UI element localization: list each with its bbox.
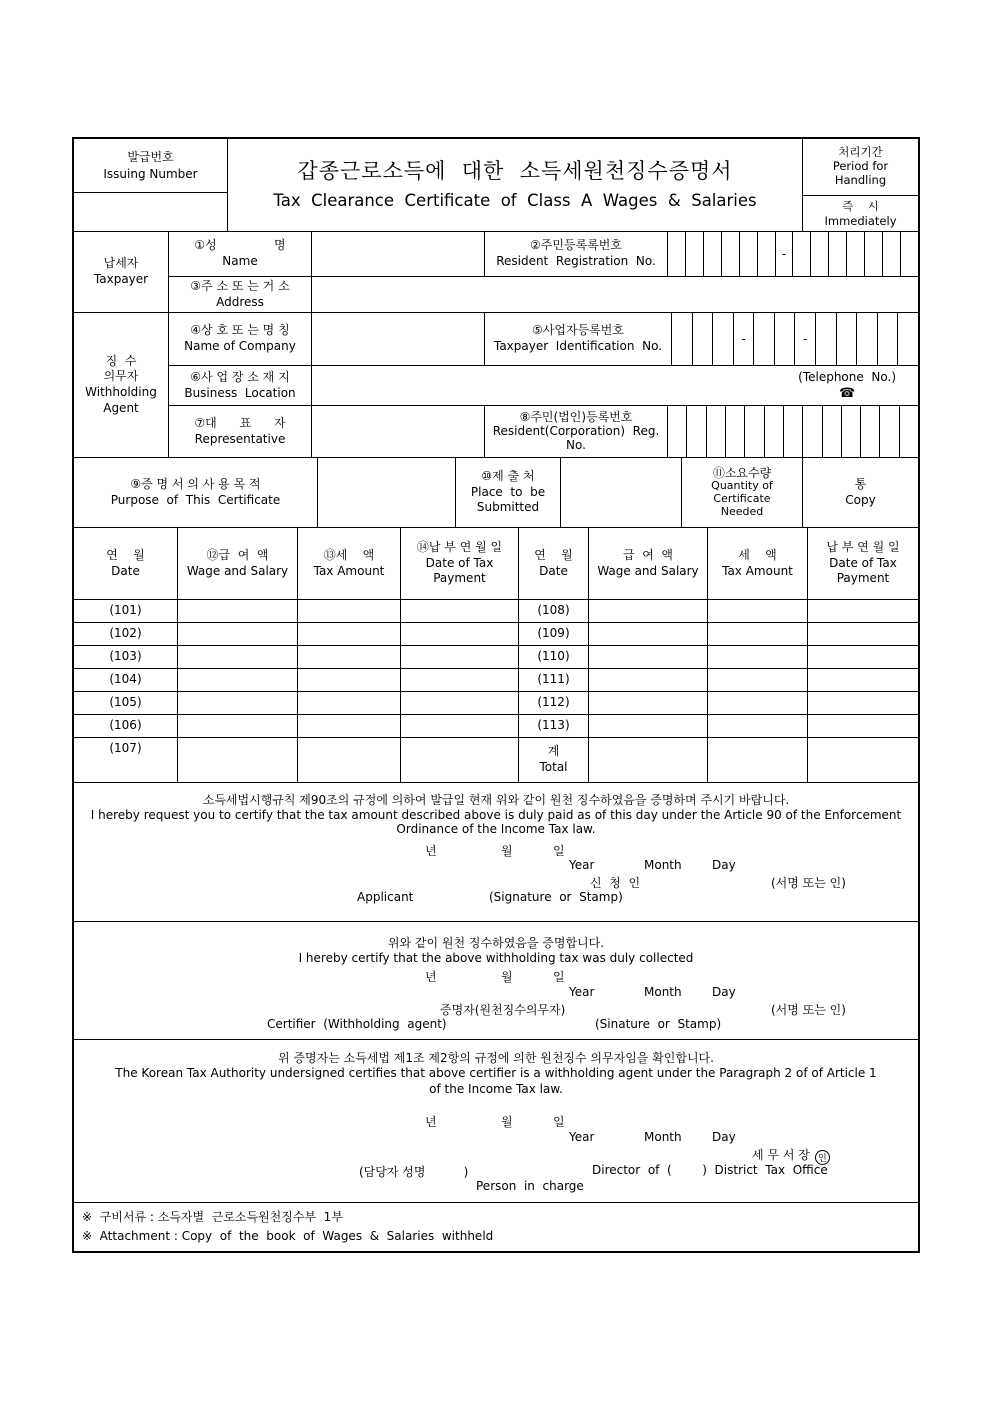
representative-label: ⑦대 표 자 Representative xyxy=(194,416,286,446)
digit-box[interactable] xyxy=(672,313,692,365)
digit-box[interactable] xyxy=(764,406,783,458)
certifier-label-ko: 증명자(원천징수의무자) xyxy=(440,1003,566,1017)
tax-cell[interactable] xyxy=(707,715,807,737)
tax-cell[interactable] xyxy=(297,692,400,714)
wage-cell[interactable] xyxy=(588,669,707,691)
tax-clearance-form xyxy=(72,137,920,1253)
month-label-ko: 월 xyxy=(501,970,513,984)
taxpayer-group-label xyxy=(74,232,168,312)
digit-box[interactable] xyxy=(686,406,705,458)
digit-box[interactable] xyxy=(757,232,775,276)
tax-cell[interactable] xyxy=(297,646,400,668)
tax-cell[interactable] xyxy=(297,738,400,782)
digit-box[interactable] xyxy=(712,313,733,365)
telephone-label: (Telephone No.) xyxy=(798,370,896,384)
name-field[interactable] xyxy=(311,232,484,276)
digit-box[interactable] xyxy=(744,406,763,458)
taxpayer-name-row xyxy=(169,232,918,277)
digit-box[interactable] xyxy=(725,406,744,458)
issuing-number-cell xyxy=(74,139,227,231)
table-row xyxy=(74,623,918,646)
wage-cell[interactable] xyxy=(177,646,297,668)
person-in-charge-ko: (담당자 성명 ) xyxy=(359,1165,469,1179)
payment-date-cell[interactable] xyxy=(807,623,918,645)
attachment-note xyxy=(74,1203,918,1251)
payment-date-cell[interactable] xyxy=(400,669,518,691)
period-label-en2: Handling xyxy=(834,172,887,187)
digit-box[interactable] xyxy=(668,232,685,276)
purpose-label: ⑨증 명 서 의 사 용 목 적 Purpose of This Certificate xyxy=(110,476,281,507)
taxpayer-label-en: Taxpayer xyxy=(93,272,149,286)
year-label-en: Year xyxy=(569,985,595,999)
form-title-korean: 갑종근로소득에 대한 소득세원천징수증명서 xyxy=(297,159,733,184)
signature-or-stamp-en: (Signature or Stamp) xyxy=(489,890,623,904)
tax-col-header-right: 세 액 Tax Amount xyxy=(707,528,807,599)
name-label: ①성 명 Name xyxy=(194,238,286,268)
payment-date-cell[interactable] xyxy=(807,600,918,622)
month-label-ko: 월 xyxy=(501,1115,513,1129)
wage-cell[interactable] xyxy=(588,715,707,737)
digit-box[interactable] xyxy=(802,406,821,458)
table-row xyxy=(74,600,918,623)
copy-count-cell[interactable]: 통 Copy xyxy=(802,458,918,527)
authority-statement-en2: of the Income Tax law. xyxy=(429,1082,563,1096)
date-cell-left: (106) xyxy=(109,718,142,733)
certifier-label-en: Certifier (Withholding agent) xyxy=(267,1017,447,1031)
day-label-en: Day xyxy=(712,1130,736,1144)
wage-col-header-right: 급 여 액 Wage and Salary xyxy=(588,528,707,599)
digit-box[interactable] xyxy=(668,406,686,458)
digit-box[interactable]: - xyxy=(794,313,815,365)
request-statement-ko: 소득세법시행규칙 제90조의 규정에 의하여 발급일 현재 위와 같이 원천 징수하였음을 증명하며 주시기 바랍니다. xyxy=(202,793,790,807)
corporate-regno-label: ⑧주민(법인)등록번호 Resident(Corporation) Reg. No. xyxy=(484,406,667,458)
wage-cell[interactable] xyxy=(177,623,297,645)
representative-field[interactable] xyxy=(311,406,484,458)
total-wage-cell[interactable] xyxy=(588,738,707,782)
place-submitted-field[interactable] xyxy=(560,458,681,527)
withholding-agent-block xyxy=(74,313,918,458)
signature-or-stamp-ko: (서명 또는 인) xyxy=(771,876,846,890)
year-label-en: Year xyxy=(569,858,595,872)
purpose-row xyxy=(74,458,918,528)
wage-cell[interactable] xyxy=(177,669,297,691)
month-label-en: Month xyxy=(644,1130,682,1144)
handling-period-cell xyxy=(802,139,918,231)
payment-date-cell[interactable] xyxy=(807,692,918,714)
payment-date-cell[interactable] xyxy=(807,669,918,691)
date-cell-left: (101) xyxy=(109,603,142,618)
resident-regno-label: ②주민등록록번호 Resident Registration No. xyxy=(484,232,667,276)
tax-cell[interactable] xyxy=(297,715,400,737)
form-header-row xyxy=(74,139,918,232)
attachment-line-ko: ※ 구비서류 : 소득자별 근로소득원천징수부 1부 xyxy=(82,1210,343,1225)
year-label-ko: 년 xyxy=(425,844,437,858)
applicant-label-ko: 신 청 인 xyxy=(590,876,641,890)
date-cell-right: (111) xyxy=(518,669,588,691)
payment-date-cell[interactable] xyxy=(807,646,918,668)
tax-authority-section xyxy=(74,1040,918,1203)
resident-regno-boxes xyxy=(667,232,918,276)
place-submitted-label: ⑩제 출 처 Place to be Submitted xyxy=(455,458,560,527)
applicant-request-section xyxy=(74,783,918,922)
date-col-header-left: 연 월 Date xyxy=(106,547,145,578)
tax-cell[interactable] xyxy=(297,600,400,622)
year-label-en: Year xyxy=(569,1130,595,1144)
wage-cell[interactable] xyxy=(177,715,297,737)
attachment-line-en: ※ Attachment : Copy of the book of Wages & Salaries withheld xyxy=(82,1229,494,1243)
signature-or-stamp-en: (Sinature or Stamp) xyxy=(595,1017,722,1031)
handling-period-value xyxy=(803,196,918,231)
company-name-field[interactable] xyxy=(311,313,484,365)
wage-cell[interactable] xyxy=(177,738,297,782)
total-label-cell: 계 Total xyxy=(518,738,588,782)
business-location-field[interactable] xyxy=(311,366,918,405)
wage-cell[interactable] xyxy=(588,646,707,668)
day-label-en: Day xyxy=(712,985,736,999)
digit-box[interactable] xyxy=(692,313,713,365)
digit-box[interactable] xyxy=(841,406,860,458)
table-row xyxy=(74,715,918,738)
district-tax-office-head: 세 무 서 장 인 xyxy=(752,1146,830,1165)
corporate-regno-boxes xyxy=(667,406,918,458)
signature-or-stamp-ko: (서명 또는 인) xyxy=(771,1003,846,1017)
tax-cell[interactable] xyxy=(707,669,807,691)
taxpayer-label-ko: 납세자 xyxy=(103,256,139,271)
tax-cell[interactable] xyxy=(707,623,807,645)
date-cell-right: (110) xyxy=(518,646,588,668)
digit-box[interactable] xyxy=(846,232,864,276)
digit-box[interactable] xyxy=(836,313,857,365)
wage-cell[interactable] xyxy=(588,600,707,622)
taxpayer-id-boxes xyxy=(671,313,918,365)
date-cell-left: (102) xyxy=(109,626,142,641)
period-label-en1: Period for xyxy=(832,159,889,174)
issuing-number-label-en: Issuing Number xyxy=(103,166,198,181)
date-cell-right: (109) xyxy=(518,623,588,645)
telephone-area xyxy=(798,370,896,402)
authority-statement-ko: 위 증명자는 소득세법 제1조 제2항의 규정에 의한 원천징수 의무자임을 확인합니다. xyxy=(278,1051,714,1065)
month-label-en: Month xyxy=(644,858,682,872)
company-name-label: ④상 호 또 는 명 칭 Name of Company xyxy=(184,323,296,353)
date-cell-right: (108) xyxy=(518,600,588,622)
wage-cell[interactable] xyxy=(588,692,707,714)
date-cell-right: (112) xyxy=(518,692,588,714)
quantity-label: ⑪소요수량 Quantity of Certificate Needed xyxy=(681,458,802,527)
issuing-number-label-ko: 발급번호 xyxy=(127,150,174,165)
form-title-english: Tax Clearance Certificate of Class A Wages & Salaries xyxy=(273,191,757,211)
digit-box[interactable] xyxy=(739,232,757,276)
digit-box[interactable] xyxy=(900,232,918,276)
issuing-number-label xyxy=(74,139,227,193)
digit-box[interactable] xyxy=(899,406,918,458)
digit-box[interactable] xyxy=(753,313,774,365)
date-cell-left: (104) xyxy=(109,672,142,687)
date-cell-left: (103) xyxy=(109,649,142,664)
address-label: ③주 소 또 는 거 소 Address xyxy=(190,279,290,309)
digit-box[interactable] xyxy=(897,313,918,365)
digit-box[interactable] xyxy=(685,232,703,276)
day-label-ko: 일 xyxy=(553,844,565,858)
immediately-ko: 즉 시 xyxy=(842,199,879,214)
issuing-number-field[interactable] xyxy=(74,193,227,231)
official-stamp-icon: 인 xyxy=(815,1150,830,1165)
digit-box[interactable] xyxy=(860,406,879,458)
representative-row xyxy=(169,406,918,458)
digit-box[interactable] xyxy=(706,406,725,458)
wage-cell[interactable] xyxy=(588,623,707,645)
digit-box[interactable] xyxy=(810,232,828,276)
payment-date-cell[interactable] xyxy=(400,646,518,668)
month-label-en: Month xyxy=(644,985,682,999)
digit-box[interactable] xyxy=(783,406,802,458)
digit-box[interactable]: - xyxy=(733,313,754,365)
immediately-en: Immediately xyxy=(824,213,897,228)
address-field[interactable] xyxy=(311,277,918,313)
payment-date-cell[interactable] xyxy=(400,623,518,645)
tax-cell[interactable] xyxy=(297,623,400,645)
company-name-row xyxy=(169,313,918,366)
certifier-section xyxy=(74,922,918,1040)
year-label-ko: 년 xyxy=(425,970,437,984)
day-label-en: Day xyxy=(712,858,736,872)
day-label-ko: 일 xyxy=(553,1115,565,1129)
table-row xyxy=(74,646,918,669)
digit-box[interactable] xyxy=(822,406,841,458)
digit-box[interactable] xyxy=(774,313,795,365)
digit-box[interactable] xyxy=(828,232,846,276)
table-total-row xyxy=(74,738,918,783)
year-label-ko: 년 xyxy=(425,1115,437,1129)
purpose-field[interactable] xyxy=(317,458,455,527)
total-tax-cell[interactable] xyxy=(707,738,807,782)
form-title-cell xyxy=(227,139,802,231)
payment-date-cell[interactable] xyxy=(400,600,518,622)
tax-cell[interactable] xyxy=(707,600,807,622)
director-of-tax-office: Director of ( ) District Tax Office xyxy=(592,1163,828,1177)
date-cell-left: (105) xyxy=(109,695,142,710)
business-location-row xyxy=(169,366,918,406)
payment-date-col-header-left: ⑭납 부 연 월 일 Date of Tax Payment xyxy=(400,528,518,599)
tax-cell[interactable] xyxy=(707,692,807,714)
payment-date-cell[interactable] xyxy=(400,692,518,714)
business-location-label: ⑥사 업 장 소 재 지 Business Location xyxy=(184,369,296,400)
wage-col-header-left: ⑫급 여 액 Wage and Salary xyxy=(177,528,297,599)
digit-box[interactable] xyxy=(721,232,739,276)
tax-col-header-left: ⑬세 액 Tax Amount xyxy=(297,528,400,599)
date-cell-right: (113) xyxy=(518,715,588,737)
date-col-header-right: 연 월 Date xyxy=(518,528,588,599)
taxpayer-block xyxy=(74,232,918,313)
digit-box[interactable] xyxy=(703,232,721,276)
request-statement-en: I hereby request you to certify that the tax amount described above is duly paid as of this day under the Article 90 of the Enforcement Ordinance of the Income Tax law. xyxy=(90,808,902,836)
table-row xyxy=(74,692,918,715)
digit-box[interactable] xyxy=(856,313,877,365)
digit-box[interactable] xyxy=(792,232,810,276)
table-row xyxy=(74,669,918,692)
tax-cell[interactable] xyxy=(297,669,400,691)
digit-box[interactable] xyxy=(879,406,898,458)
period-label-ko: 처리기간 xyxy=(838,145,883,160)
digit-box[interactable] xyxy=(864,232,882,276)
digit-box[interactable] xyxy=(877,313,898,365)
certify-statement-ko: 위와 같이 원천 징수하였음을 증명합니다. xyxy=(387,936,605,950)
payment-date-cell[interactable] xyxy=(807,715,918,737)
day-label-ko: 일 xyxy=(553,970,565,984)
payment-date-col-header-right: 납 부 연 월 일 Date of Tax Payment xyxy=(807,528,918,599)
taxpayer-address-row xyxy=(169,277,918,313)
payment-date-cell[interactable] xyxy=(400,738,518,782)
digit-box[interactable] xyxy=(815,313,836,365)
telephone-icon: ☎ xyxy=(838,385,856,401)
certify-statement-en: I hereby certify that the above withholding tax was duly collected xyxy=(298,951,694,965)
wage-cell[interactable] xyxy=(177,600,297,622)
applicant-label-en: Applicant xyxy=(357,890,414,904)
taxpayer-id-label: ⑤사업자등록번호 Taxpayer Identification No. xyxy=(484,313,671,365)
table-header-row xyxy=(74,528,918,600)
wage-cell[interactable] xyxy=(177,692,297,714)
withholding-agent-group-label: 징 수 의무자 Withholding Agent xyxy=(85,353,157,415)
digit-box[interactable]: - xyxy=(775,232,793,276)
date-cell-left: (107) xyxy=(109,741,142,755)
payment-date-cell[interactable] xyxy=(400,715,518,737)
person-in-charge-en: Person in charge xyxy=(476,1179,584,1193)
tax-cell[interactable] xyxy=(707,646,807,668)
digit-box[interactable] xyxy=(882,232,900,276)
period-for-handling-label xyxy=(803,139,918,196)
authority-statement-en1: The Korean Tax Authority undersigned certifies that above certifier is a withholding agent under the Paragraph 2 of of Article 1 xyxy=(115,1066,877,1080)
month-label-ko: 월 xyxy=(501,844,513,858)
total-payment-date-cell[interactable] xyxy=(807,738,918,782)
